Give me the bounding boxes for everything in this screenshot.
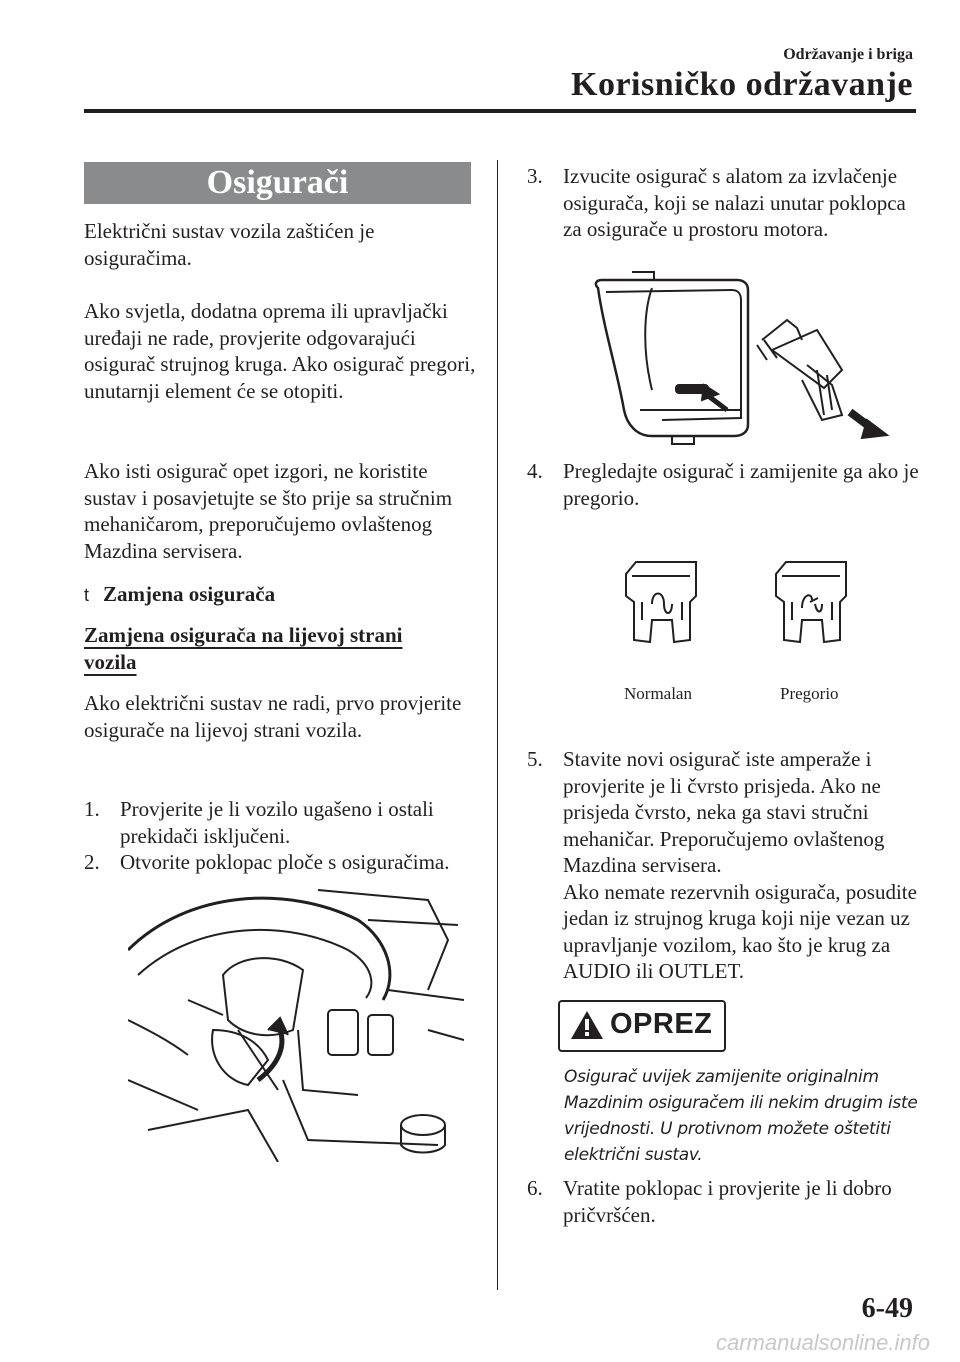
step-5: 5. Stavite novi osigurač iste amperaže i provjerite je li čvrsto prisjeda. Ako ne prisjeda čvrsto, neka ga stavi stručni mehaničar. Preporučujemo ovlaštenog Mazdina servisera. Ako nemate rezervnih osigurača, posudite jedan iz strujnog kruga koji nije vezan uz upravljanje vozilom, kao što je krug za AUDIO ili OUTLET. [527, 747, 917, 983]
step-3: 3. Izvucite osigurač s alatom za izvlačenje osigurača, koji se nalazi unutar poklopca za osigurače u prostoru motora. [527, 164, 906, 241]
left-side-paragraph: Ako električni sustav ne radi, prvo provjerite osigurače na lijevoj strani vozila. [84, 691, 462, 742]
caution-badge [558, 1000, 726, 1052]
subsection-heading [84, 582, 275, 607]
intro-paragraph: Električni sustav vozila zaštićen je osiguračima. [84, 219, 375, 270]
step-4: 4. Pregledajte osigurač i zamijenite ga ako je pregorio. [527, 459, 919, 510]
watermark: carmanualsonline.info [715, 1330, 930, 1355]
chapter-title: Korisničko održavanje [571, 66, 913, 103]
chapter-subtitle: Održavanje i briga [783, 46, 913, 63]
step-1: 1. Provjerite je li vozilo ugašeno i ostali prekidači isključeni. [84, 797, 434, 848]
header-rule [84, 109, 916, 113]
page-number: 6-49 [861, 1293, 913, 1324]
caution-label: OPREZ [610, 1008, 713, 1040]
column-divider [497, 160, 498, 1290]
step-6: 6. Vratite poklopac i provjerite je li dobro pričvršćen. [527, 1176, 892, 1227]
fuse-blown-caption: Pregorio [780, 684, 839, 703]
subsection-bullet: t [84, 585, 90, 605]
fuse-normal-caption: Normalan [624, 684, 692, 703]
section-title: Osigurači [84, 162, 471, 204]
subsection-heading-text: Zamjena osigurača [103, 582, 276, 606]
caution-text: Osigurač uvijek zamijenite originalnim Mazdinim osiguračem ili nekim drugim iste vrijednosti. U protivnom možete oštetiti električni sustav. [564, 1067, 918, 1165]
symptom-paragraph: Ako svjetla, dodatna oprema ili upravljački uređaji ne rade, provjerite odgovarajući osigurač strujnog kruga. Ako osigurač pregori, unutarnji element će se otopiti. [84, 299, 476, 403]
fuse-comparison-illustration [622, 560, 862, 650]
warning-triangle-icon [570, 1010, 604, 1040]
advice-paragraph: Ako isti osigurač opet izgori, ne koristite sustav i posavjetujte se što prije sa stručnim mehaničarom, preporučujemo ovlaštenog Mazdina servisera. [84, 459, 453, 563]
fuse-puller-illustration [592, 270, 892, 450]
fuse-panel-cover-illustration [128, 880, 464, 1162]
left-side-heading: Zamjena osigurača na lijevoj strani vozila [84, 623, 403, 674]
step-2: 2. Otvorite poklopac ploče s osiguračima. [84, 850, 450, 874]
